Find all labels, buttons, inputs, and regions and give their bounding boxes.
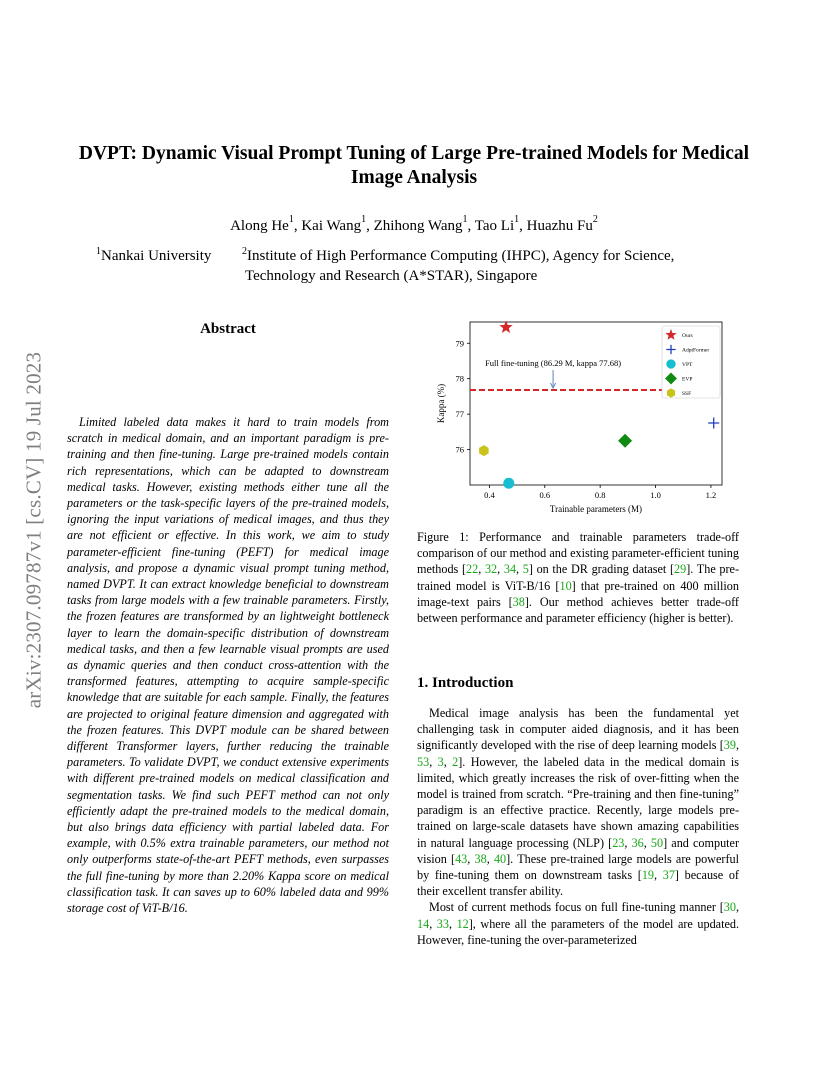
legend-label: AdptFormer [682,347,710,354]
intro-paragraph-2: Most of current methods focus on full fine-tuning manner [30, 14, 33, 12], where all the parameters of the model are updated. However, fine-tuning the over-parameterized [417,900,740,947]
legend-label: Ours [682,333,693,339]
citation-link[interactable]: 19 [641,868,655,883]
legend-label: EVP [682,376,693,383]
intro-paragraph-1: Medical image analysis has been the fundamental yet challenging task in computer aided diagnosis, and it has been significantly developed with the rise of deep learning models [39, 53, 3, 2]. However, the labeled data in the medical domain is limited, which greatly increases the risk of over-fitting when the model is trained from scratch. “Pre-training and then fine-tuning” paradigm is an effective practice. Recently, large models pre-trained on large-scale datasets have shown amazing capabilities in natural language processing (NLP) [23, 36, 50] and computer vision [43, 38, 40]. These pre-trained large models are powerful by fine-tuning them on downstream tasks [19, 37] because of their excellent transfer ability. [417,706,740,899]
point-adptformer [708,417,719,428]
citation-link[interactable]: 29 [674,562,687,577]
y-tick-label: 78 [455,373,464,384]
y-tick-label: 76 [455,444,464,455]
figure-1-chart [436,318,741,518]
author-name: Tao Li [474,218,515,234]
arxiv-stamp [21,300,46,760]
x-tick-label: 0.8 [594,490,606,500]
legend-label: SSF [682,391,692,397]
y-tick-label: 77 [455,409,464,420]
citation-link[interactable]: 53 [417,754,430,769]
citation-link[interactable]: 3 [437,754,444,769]
author-name: Huazhu Fu [526,218,593,234]
citation-link[interactable]: 5 [522,562,529,577]
citation-link[interactable]: 33 [436,916,449,931]
citation-link[interactable]: 40 [493,851,507,866]
affiliation-2 [242,246,742,266]
citation-link[interactable]: 37 [662,868,675,883]
citation-link[interactable]: 36 [631,835,644,850]
caption-text: ] on the DR grading dataset [ [528,562,675,577]
citation-link[interactable]: 22 [466,562,479,577]
x-tick-label: 0.4 [484,490,495,500]
citation-link[interactable]: 38 [512,594,525,609]
author-affil-mark: 1 [288,214,294,225]
point-ssf [479,445,489,456]
figure-1-caption: Figure 1: Performance and trainable parameters trade-off comparison of our method and existing parameter-efficient tuning methods [22, 32, 34, 5] on the DR grading dataset [29]. The pre-trained model is ViT-B/16 [10] that pre-trained on 400 million image-text pairs [38]. Our method achieves better trade-off between performance and parameter efficiency (higher is better). [417,530,740,626]
citation-link[interactable]: 34 [503,562,517,577]
x-tick-label: 0.6 [539,490,551,500]
author-name: Zhihong Wang [373,218,463,234]
x-axis-label: Trainable parameters (M) [549,504,643,514]
legend-marker-vpt [666,359,675,368]
author-name: Along He [230,218,289,234]
title-line-1: DVPT: Dynamic Visual Prompt Tuning of Large Pre-trained Models for Medical [78,143,750,164]
arxiv-stamp-text: arXiv:2307.09787v1 [cs.CV] 19 Jul 2023 [21,351,46,709]
abstract-heading: Abstract [200,321,256,337]
section-heading-introduction: 1. Introduction [417,675,514,691]
affiliation-1 [96,246,211,266]
affiliation-2-line-1: Institute of High Performance Computing (IHPC), Agency for Science, [247,248,675,264]
citation-link[interactable]: 43 [455,851,468,866]
annotation-label: Full fine-tuning (86.29 M, kappa 77.68) [485,358,622,369]
author-affil-mark: 1 [361,214,367,225]
author-affil-mark: 1 [462,214,468,225]
citation-link[interactable]: 14 [417,916,430,931]
title-line-2: Image Analysis [350,167,478,188]
caption-text: ] that pre-trained on 400 million image-text pairs [ [417,578,739,609]
affiliation-mark: 2 [242,246,247,257]
citation-link[interactable]: 32 [484,562,498,577]
author-affil-mark: 1 [514,214,520,225]
point-evp [618,434,632,448]
citation-link[interactable]: 39 [723,738,736,753]
citation-link[interactable]: 23 [612,835,625,850]
paper-title [40,142,788,190]
y-tick-label: 79 [455,338,464,349]
citation-link[interactable]: 30 [723,900,736,915]
citation-link[interactable]: 12 [456,916,469,931]
x-tick-label: 1.2 [705,490,717,500]
author-name: Kai Wang [301,218,362,234]
caption-text: Figure 1: Performance and trainable parameters trade-off comparison of our method and existing parameter-efficient tuning methods [ [417,530,739,577]
caption-text: ]. The pre-trained model is ViT-B/16 [ [417,562,740,593]
point-vpt [503,478,514,489]
abstract-body: Limited labeled data makes it hard to train models from scratch in medical domain, and an important paradigm is pre-training and then fine-tuning. Large pre-trained models contain rich representations, which can be adapted to downstream medical tasks. However, existing methods either tune all the parameters or the task-specific layers of the pre-trained models, ignoring the input variations of medical images, and thus they are not efficient or effective. In this work, we aim to study parameter-efficient fine-tuning (PEFT) for medical image analysis, and propose a dynamic visual prompt tuning method, named DVPT. It can extract knowledge beneficial to downstream tasks from large models with a few trainable parameters. Firstly, the frozen features are transformed by an lightweight bottleneck layer to learn the domain-specific distribution of downstream medical tasks, and then a few learnable visual prompts are used as dynamic queries and then conduct cross-attention with the transformed features, attempting to acquire sample-specific knowledge that are suitable for each sample. Finally, the features are projected to original feature dimension and aggregated with the frozen features. This DVPT module can be shared between different Transformer layers, further reducing the trainable parameters. To validate DVPT, we conduct extensive experiments with different pre-trained models on medical classification and segmentation tasks. We find such PEFT method can not only efficiently adapt the pre-trained models to the medical domain, but also brings data efficiency with partial labeled data. For example, with 0.5% extra trainable parameters, our method not only outperforms state-of-the-art PEFT methods, even surpasses the full fine-tuning by more than 2.20% Kappa score on medical classification task. It can saves up to 60% labeled data and 99% storage cost of ViT-B/16. [67,415,389,916]
citation-link[interactable]: 50 [650,835,664,850]
citation-link[interactable]: 38 [474,851,487,866]
affiliation-mark: 1 [96,246,101,257]
legend-label: VPT [682,362,693,368]
x-tick-label: 1.0 [650,490,661,500]
introduction-body [417,705,739,948]
affiliation-1-text: Nankai University [101,248,212,264]
author-list: Along He$^1$, Kai Wang$^1$, Zhihong Wang$^1$, Tao Li$^1$, Huazhu Fu$^2$ [230,214,598,234]
y-axis-label: Kappa (%) [436,383,446,424]
citation-link[interactable]: 2 [452,754,459,769]
author-affil-mark: 2 [592,214,598,225]
citation-link[interactable]: 10 [559,578,572,593]
caption-text: ]. Our method achieves better trade-off between performance and parameter efficiency (higher is better). [417,594,739,626]
affiliation-2-line-2: Technology and Research (A*STAR), Singapore [245,268,538,284]
